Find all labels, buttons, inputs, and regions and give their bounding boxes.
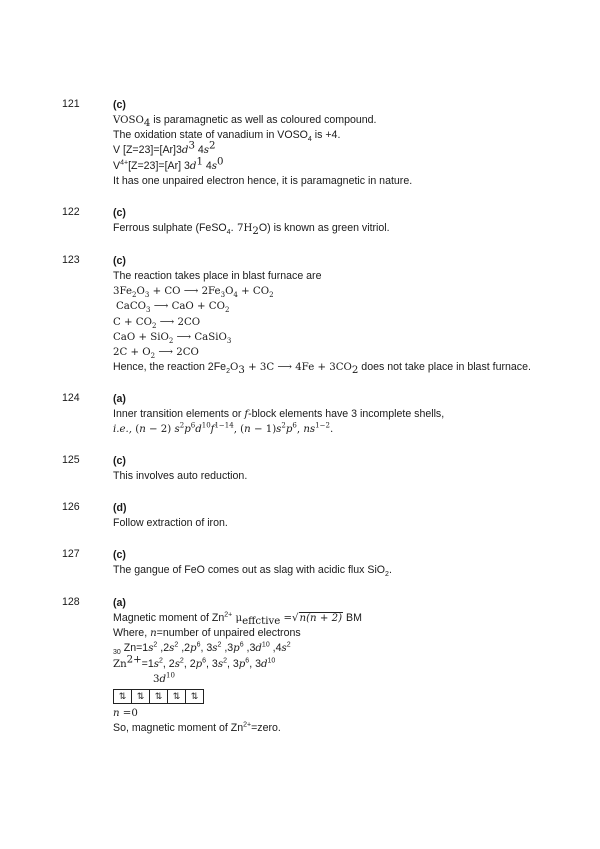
configuration-line: $_{30}$ $Zn=1s^2$ $,2s^2$ $,2p^6$, $3s^2$ $,3p^6$ $,3d^{10}$ $,4s^2$ bbox=[113, 641, 291, 657]
question-number: 124 bbox=[62, 392, 80, 404]
answer-option: (c) bbox=[113, 255, 126, 267]
paired-electron-arrows-icon: ⇅ bbox=[113, 689, 131, 704]
answer-option: (c) bbox=[113, 207, 126, 219]
reaction-line: CaO + SiO$_2$ ⟶ CaSiO$_3$ bbox=[113, 331, 232, 345]
text-line: Inner transition elements or f-block elements have 3 incomplete shells, bbox=[113, 408, 445, 420]
reaction-line: $2C + O_2$ ⟶ 2CO bbox=[113, 347, 199, 361]
configuration-line: i.e., (n − 2) $s^2p^6d^{10}f^{1-14}$, $(n - 1)s^2p^6$, $ns^{1-2}$. bbox=[113, 421, 334, 436]
question-number: 126 bbox=[62, 501, 80, 513]
reaction-line: CaCO$_3$ ⟶ CaO + $CO_2$ bbox=[116, 301, 230, 315]
unpaired-count: n =0 bbox=[113, 708, 138, 720]
paired-electron-arrows-icon: ⇅ bbox=[149, 689, 167, 704]
answer-option: (a) bbox=[113, 393, 126, 405]
question-number: 121 bbox=[62, 98, 80, 110]
answer-option: (a) bbox=[113, 597, 126, 609]
question-number: 122 bbox=[62, 206, 80, 218]
text-line: The oxidation state of vanadium in $VOSO_4$ is +4. bbox=[113, 129, 341, 144]
reaction-line: $C + CO_2$ ⟶ 2CO bbox=[113, 316, 201, 330]
text-line: The gangue of FeO comes out as slag with acidic flux SiO$_2$. bbox=[113, 564, 392, 579]
text-line: This involves auto reduction. bbox=[113, 470, 248, 482]
text-line: Ferrous sulphate (FeSO$_4$. $7H_2O$) is known as green vitriol. bbox=[113, 222, 390, 238]
question-body bbox=[113, 501, 573, 531]
answer-option: (c) bbox=[113, 549, 126, 561]
text-line: So, magnetic moment of $Zn^{2+}=zero$. bbox=[113, 721, 281, 735]
text-line: It has one unpaired electron hence, it is paramagnetic in nature. bbox=[113, 174, 413, 187]
question-body bbox=[113, 206, 573, 236]
orbital-box-diagram bbox=[113, 689, 573, 704]
question-number: 123 bbox=[62, 254, 80, 266]
question-body bbox=[113, 98, 573, 189]
question-number: 127 bbox=[62, 548, 80, 560]
reaction-line: $3Fe_2O_3$ + CO ⟶ $2Fe_3O_4 + CO_2$ bbox=[113, 286, 274, 300]
text-line: V $[Z=23]=[Ar]3d^3$ $4s^2$ bbox=[113, 140, 216, 157]
question-body bbox=[113, 454, 573, 484]
answer-option: (d) bbox=[113, 502, 127, 514]
paired-electron-arrows-icon: ⇅ bbox=[131, 689, 149, 704]
configuration-line: $Zn^{2+}=1s^2$, $2s^2$, $2p^6$, $3s^2$, $3p^6$, $3d^{10}$ bbox=[113, 654, 276, 670]
question-number: 125 bbox=[62, 454, 80, 466]
question-body bbox=[113, 254, 573, 375]
paired-electron-arrows-icon: ⇅ bbox=[167, 689, 185, 704]
text-line: $V^{4+}[Z=23]=[Ar]$ $3d^1$ $4s^0$ bbox=[113, 156, 224, 172]
question-body bbox=[113, 392, 573, 437]
text-line: Where, n=number of unpaired electrons bbox=[113, 627, 301, 640]
text-line: Follow extraction of iron. bbox=[113, 517, 228, 529]
magnetic-moment-formula: Magnetic moment of $Zn^{2+}$ $\mu_{effctive} =√n(n + 2)$ BM bbox=[113, 611, 362, 628]
paired-electron-arrows-icon: ⇅ bbox=[185, 689, 204, 704]
answer-option: (c) bbox=[113, 99, 126, 111]
question-number: 128 bbox=[62, 596, 80, 608]
question-body bbox=[113, 596, 573, 736]
text-line: Hence, the reaction $2Fe_2O_3 + 3C$ ⟶ $4Fe + 3CO_2$ does not take place in blast furnace. bbox=[113, 361, 531, 377]
text-line: $VOSO_4$ is paramagnetic as well as coloured compound. bbox=[113, 114, 377, 130]
text-line: The reaction takes place in blast furnace are bbox=[113, 270, 322, 282]
answer-option: (c) bbox=[113, 455, 126, 467]
subshell-label: $3d^{10}$ bbox=[153, 671, 175, 685]
question-body bbox=[113, 548, 573, 578]
